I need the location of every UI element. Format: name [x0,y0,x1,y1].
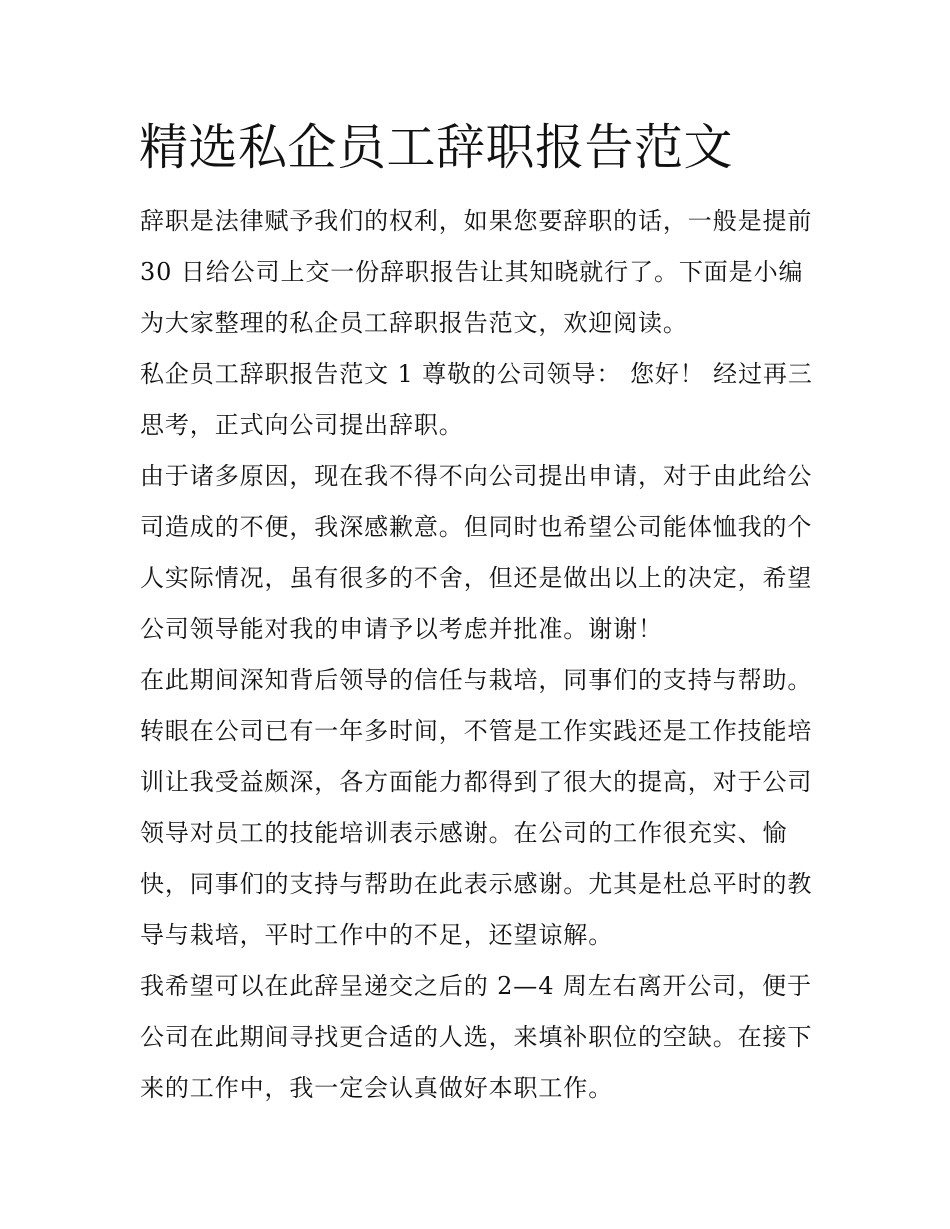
paragraph [140,349,813,451]
paragraph [140,706,813,961]
text-line: 人实际情况，虽有很多的不舍，但还是做出以上的决定，希望 [140,564,813,592]
paragraph [140,961,813,1114]
text-line: 由于诸多原因，现在我不得不向公司提出申请，对于由此给公 [140,462,813,490]
text-line: 为大家整理的私企员工辞职报告范文，欢迎阅读。 [140,309,688,337]
paragraph [140,196,813,349]
text-line: 快，同事们的支持与帮助在此表示感谢。尤其是杜总平时的教 [140,870,813,898]
text-line: 在此期间深知背后领导的信任与栽培，同事们的支持与帮助。 [140,666,813,694]
text-line: 私企员工辞职报告范文 1 尊敬的公司领导： 您好！ 经过再三 [140,360,813,388]
text-line: 公司领导能对我的申请予以考虑并批准。谢谢！ [140,615,663,643]
text-line: 司造成的不便，我深感歉意。但同时也希望公司能体恤我的个 [140,513,813,541]
text-line: 来的工作中，我一定会认真做好本职工作。 [140,1074,614,1102]
text-line: 思考，正式向公司提出辞职。 [140,411,464,439]
text-line: 导与栽培，平时工作中的不足，还望谅解。 [140,921,614,949]
text-line: 转眼在公司已有一年多时间，不管是工作实践还是工作技能培 [140,717,813,745]
text-line: 我希望可以在此辞呈递交之后的 2—4 周左右离开公司，便于 [140,972,812,1000]
text-line: 辞职是法律赋予我们的权利，如果您要辞职的话，一般是提前 [140,207,813,235]
paragraph [140,451,813,655]
paragraph [140,655,813,706]
text-line: 训让我受益颇深，各方面能力都得到了很大的提高，对于公司 [140,768,813,796]
text-line: 领导对员工的技能培训表示感谢。在公司的工作很充实、愉 [140,819,788,847]
text-line: 30 日给公司上交一份辞职报告让其知晓就行了。下面是小编 [140,258,804,286]
document-title: 精选私企员工辞职报告范文 [139,119,734,176]
document-body [140,196,813,1114]
text-line: 公司在此期间寻找更合适的人选，来填补职位的空缺。在接下 [140,1023,813,1051]
